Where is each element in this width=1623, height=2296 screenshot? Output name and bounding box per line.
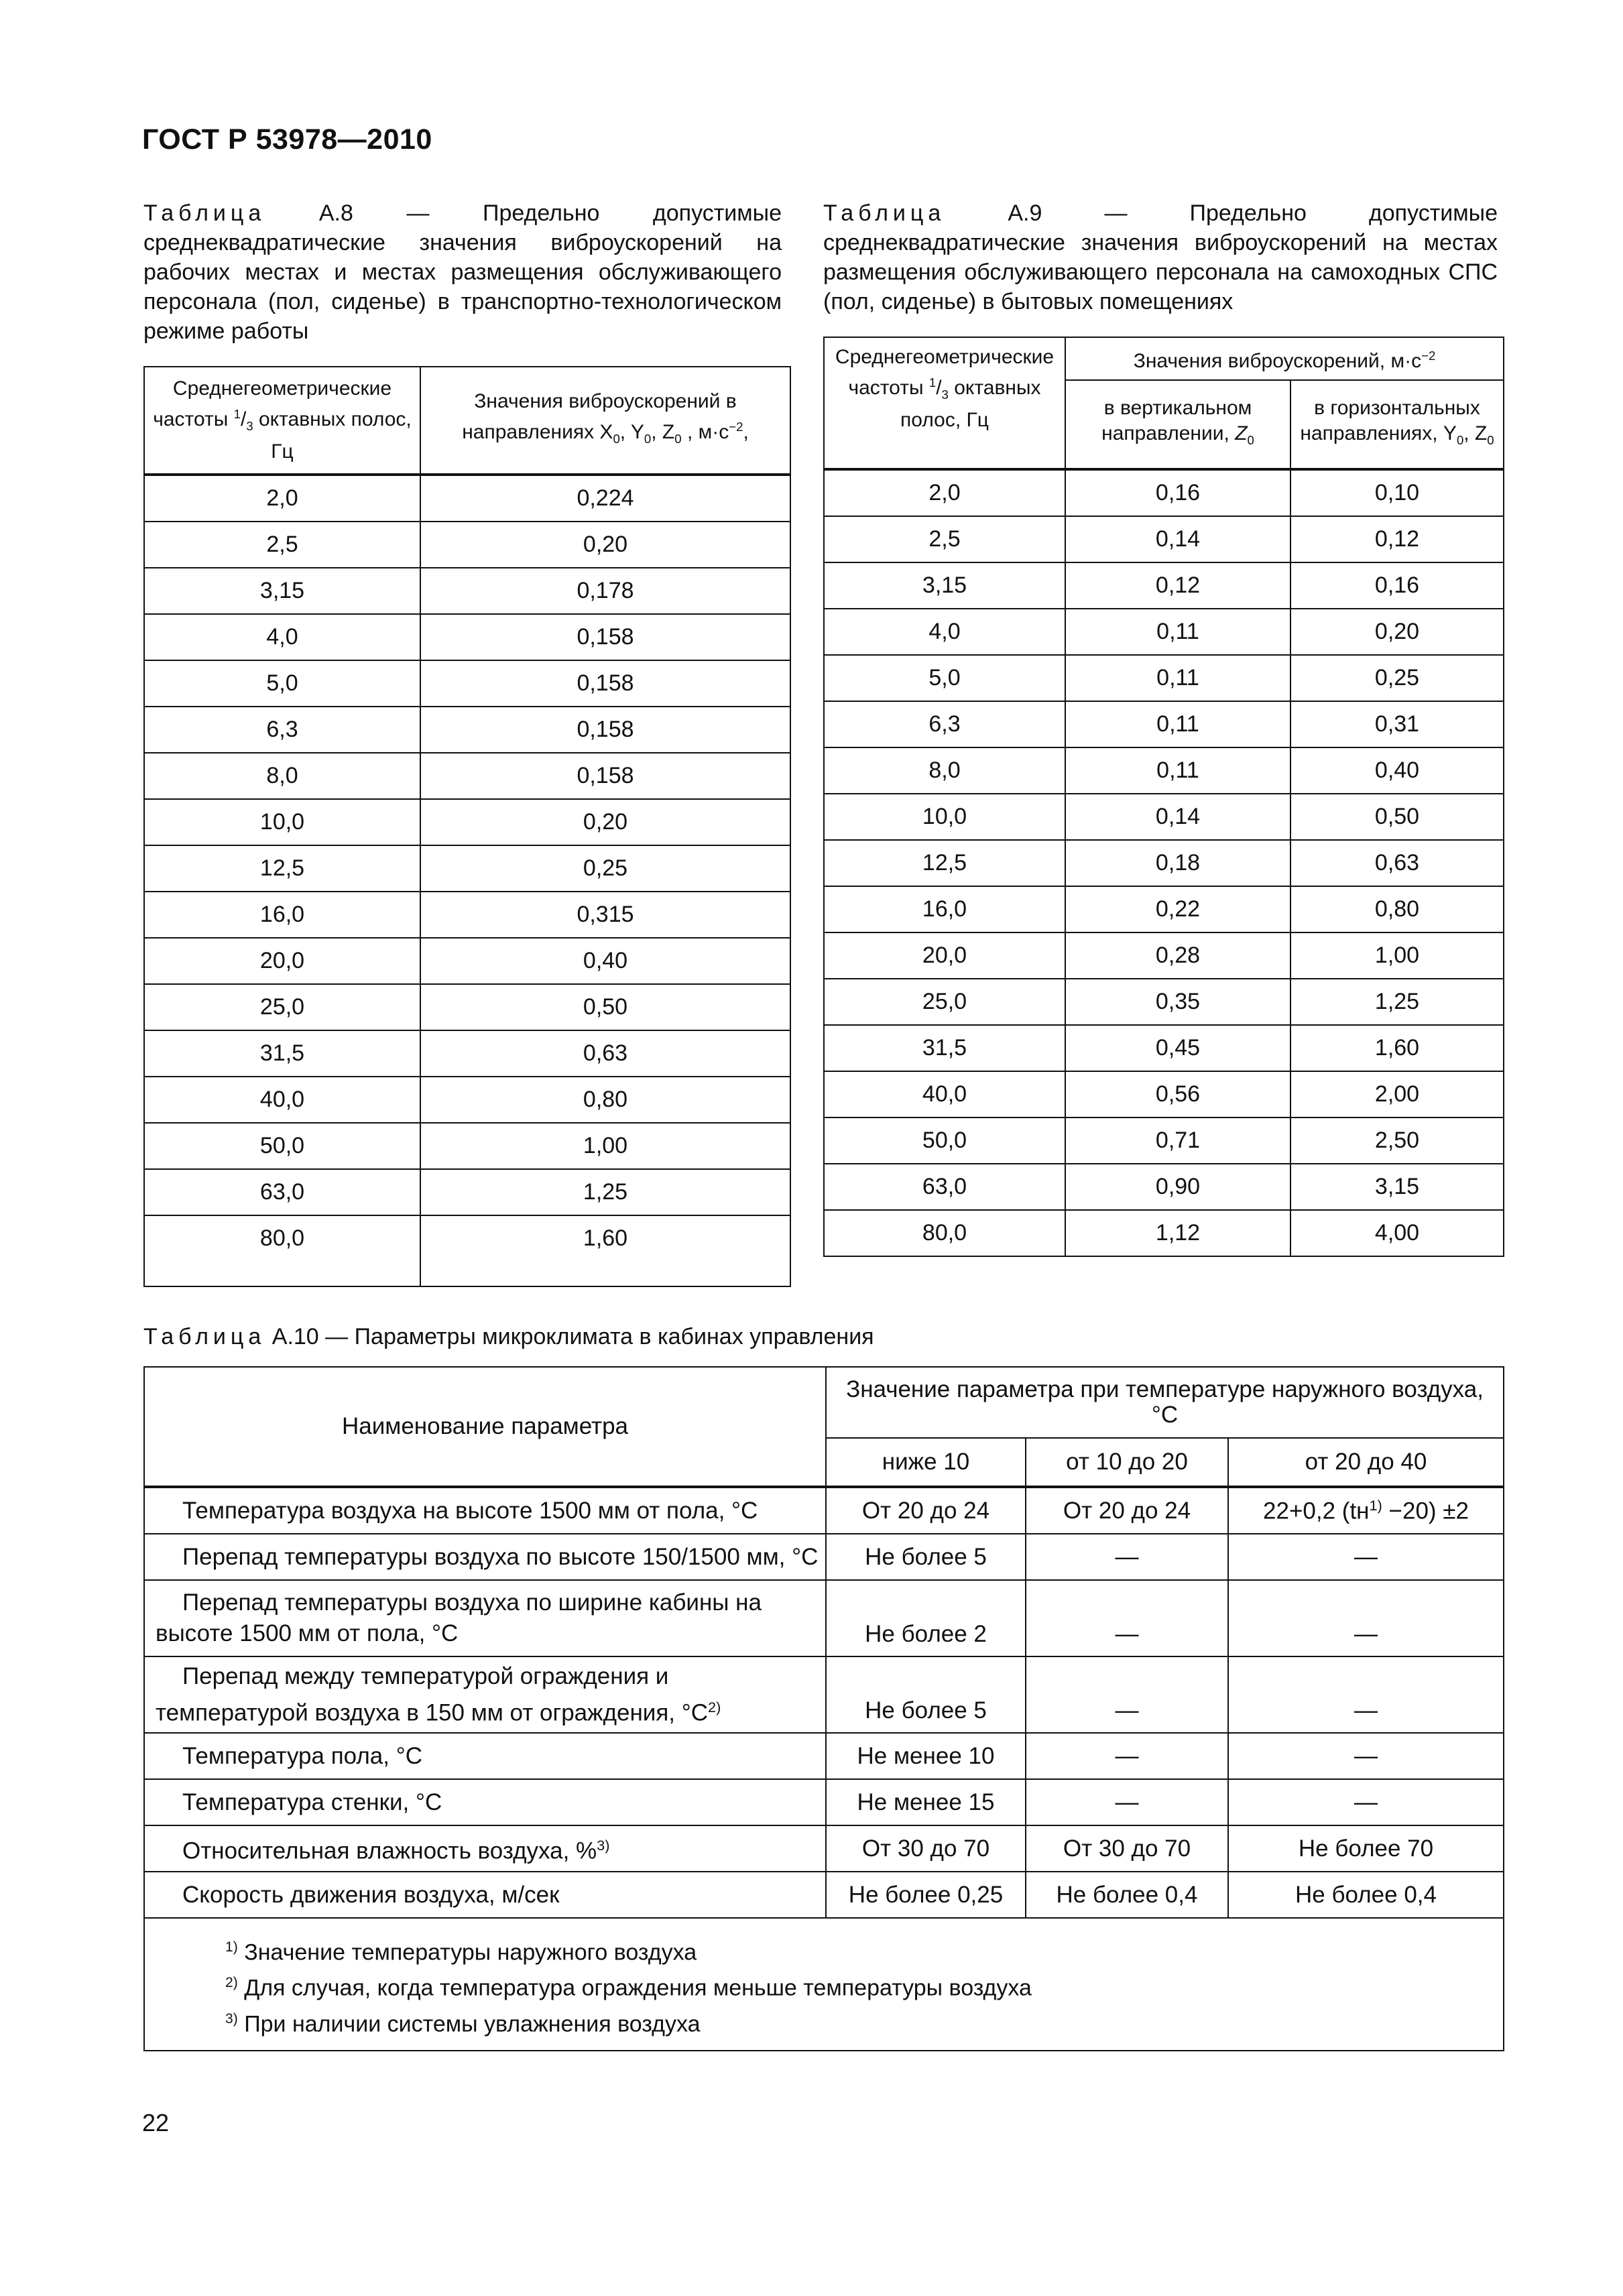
table8-freq-cell: 3,15 <box>144 568 420 614</box>
table9-horizontal-cell: 0,40 <box>1290 747 1504 794</box>
table9-vertical-cell: 0,11 <box>1065 609 1290 655</box>
table8-body <box>144 474 790 1286</box>
table10-param-text: Температура стенки, °С <box>182 1789 442 1815</box>
table-row <box>824 1071 1504 1117</box>
table-row <box>144 1733 1504 1779</box>
table-row <box>824 1164 1504 1210</box>
table-row <box>824 932 1504 979</box>
table10-value-cell: — <box>1026 1733 1228 1779</box>
table-row <box>144 1169 790 1215</box>
table9-vertical-cell: 0,11 <box>1065 701 1290 747</box>
table9-caption-label: Таблица <box>823 200 946 226</box>
table9-freq-cell: 16,0 <box>824 886 1065 932</box>
table9-horizontal-cell: 4,00 <box>1290 1210 1504 1256</box>
table-row <box>824 1210 1504 1256</box>
table8-value-cell: 0,20 <box>420 799 790 845</box>
table-row <box>144 1779 1504 1825</box>
table8-caption-label: Таблица <box>143 200 266 226</box>
table10-value-cell: 22+0,2 $(tн^{1)} -20) \pm 2$ <box>1228 1488 1504 1534</box>
table-row <box>144 799 790 845</box>
table10-param-name <box>144 1825 826 1872</box>
table-row <box>824 1025 1504 1071</box>
table8-value-cell: 0,25 <box>420 845 790 892</box>
table10-footnotes <box>144 1918 1504 2051</box>
table9-vertical-cell: 0,12 <box>1065 562 1290 609</box>
table9-col-freq-header: Среднегеометрические частоты $^1/_3$ октавных полос, Гц <box>824 337 1065 469</box>
table8-freq-cell: 63,0 <box>144 1169 420 1215</box>
table9-group-header: Значения виброускорений, $м\cdot с^{-2}$ <box>1065 337 1504 380</box>
table8-caption-text: А.8 — Предельно допустимые среднеквадратические значения виброускорений на рабочих местах и местах размещения обслуживающего персонала (пол, сиденье) в транспортно-технологическом режиме работы <box>143 200 782 344</box>
table8-value-cell: 0,50 <box>420 984 790 1030</box>
table9-vertical-cell: 1,12 <box>1065 1210 1290 1256</box>
table-row <box>824 747 1504 794</box>
table9-horizontal-cell: 1,00 <box>1290 932 1504 979</box>
table9-horizontal-cell: 0,20 <box>1290 609 1504 655</box>
table8-freq-cell: 2,0 <box>144 475 420 522</box>
table9 <box>823 337 1504 1257</box>
table8-freq-cell: 40,0 <box>144 1077 420 1123</box>
table10-subheader-20-40: от 20 до 40 <box>1228 1438 1504 1486</box>
table-row <box>144 1488 1504 1534</box>
table10-param-name <box>144 1488 826 1534</box>
table9-vertical-cell: 0,18 <box>1065 840 1290 886</box>
table9-freq-cell: 3,15 <box>824 562 1065 609</box>
table-row <box>144 1534 1504 1580</box>
table8-value-cell: 1,25 <box>420 1169 790 1215</box>
table9-freq-cell: 12,5 <box>824 840 1065 886</box>
table8-value-cell: 0,80 <box>420 1077 790 1123</box>
table10-value-cell: — <box>1228 1656 1504 1733</box>
table10-param-name <box>144 1872 826 1918</box>
table-row <box>824 794 1504 840</box>
table-row <box>144 1872 1504 1918</box>
table10-param-text: Относительная влажность воздуха, %$^{3)}$ <box>182 1837 610 1864</box>
page-number: 22 <box>142 2109 170 2136</box>
table10-value-cell: Не более 70 <box>1228 1825 1504 1872</box>
table8-value-cell: 0,40 <box>420 938 790 984</box>
table-row <box>144 1825 1504 1872</box>
table10-param-name <box>144 1733 826 1779</box>
table-row <box>144 707 790 753</box>
table10-value-cell: От 30 до 70 <box>1026 1825 1228 1872</box>
table9-horizontal-cell: 2,00 <box>1290 1071 1504 1117</box>
table-row <box>144 614 790 660</box>
table10-param-name <box>144 1580 826 1656</box>
footnote-mark: 3) <box>225 2010 238 2027</box>
table9-vertical-cell: 0,90 <box>1065 1164 1290 1210</box>
table10-value-cell: Не более 5 <box>826 1534 1026 1580</box>
table8 <box>143 366 791 1287</box>
table10-value-cell: — <box>1228 1580 1504 1656</box>
table9-vertical-cell: 0,14 <box>1065 516 1290 562</box>
table-row <box>144 938 790 984</box>
table9-freq-cell: 4,0 <box>824 609 1065 655</box>
table-row <box>144 984 790 1030</box>
table9-vertical-cell: 0,16 <box>1065 470 1290 516</box>
table9-vertical-cell: 0,35 <box>1065 979 1290 1025</box>
table10-value-cell: От 20 до 24 <box>1026 1488 1228 1534</box>
table8-freq-cell: 12,5 <box>144 845 420 892</box>
table10-value-cell: От 30 до 70 <box>826 1825 1026 1872</box>
table10-value-cell: — <box>1026 1656 1228 1733</box>
table8-value-cell: 1,00 <box>420 1123 790 1169</box>
table10-value-cell: — <box>1026 1779 1228 1825</box>
table8-value-cell: 1,60 <box>420 1215 790 1286</box>
table9-vertical-cell: 0,22 <box>1065 886 1290 932</box>
table8-freq-cell: 10,0 <box>144 799 420 845</box>
table10-caption <box>143 1322 1484 1351</box>
table-row <box>824 979 1504 1025</box>
table10-value-cell: — <box>1026 1580 1228 1656</box>
table8-freq-cell: 25,0 <box>144 984 420 1030</box>
table-row <box>144 1030 790 1077</box>
footnote-item: $^{1)}$ Значение температуры наружного воздуха <box>225 1939 697 1966</box>
table9-horizontal-cell: 0,63 <box>1290 840 1504 886</box>
table-row <box>144 1215 790 1286</box>
table-row <box>144 660 790 707</box>
table9-freq-cell: 20,0 <box>824 932 1065 979</box>
table-row <box>144 522 790 568</box>
table8-freq-cell: 50,0 <box>144 1123 420 1169</box>
table10-value-cell: Не менее 15 <box>826 1779 1026 1825</box>
table8-value-cell: 0,315 <box>420 892 790 938</box>
table-row <box>144 1656 1504 1733</box>
table9-freq-cell: 25,0 <box>824 979 1065 1025</box>
table9-body <box>824 469 1504 1256</box>
table9-horizontal-cell: 0,25 <box>1290 655 1504 701</box>
table10-value-cell: — <box>1026 1534 1228 1580</box>
table8-freq-cell: 8,0 <box>144 753 420 799</box>
table-row <box>144 475 790 522</box>
table9-freq-cell: 2,5 <box>824 516 1065 562</box>
table9-horizontal-cell: 3,15 <box>1290 1164 1504 1210</box>
table9-freq-cell: 2,0 <box>824 470 1065 516</box>
table10-value-cell: Не более 0,25 <box>826 1872 1026 1918</box>
table-row <box>824 840 1504 886</box>
table9-horizontal-cell: 0,10 <box>1290 470 1504 516</box>
table8-freq-cell: 20,0 <box>144 938 420 984</box>
table8-value-cell: 0,178 <box>420 568 790 614</box>
table9-horizontal-cell: 1,60 <box>1290 1025 1504 1071</box>
table8-freq-cell: 4,0 <box>144 614 420 660</box>
table10-subheader-10-20: от 10 до 20 <box>1026 1438 1228 1486</box>
table10-value-cell: От 20 до 24 <box>826 1488 1026 1534</box>
table10-subheader-below-10: ниже 10 <box>826 1438 1026 1486</box>
table8-col-value-header: Значения виброускорений в направлениях $X_0$, $Y_0$, $Z_0$ , $м\cdot с^{-2}$, <box>420 367 790 474</box>
table8-value-cell: 0,63 <box>420 1030 790 1077</box>
table10-value-cell: — <box>1228 1779 1504 1825</box>
table-row <box>824 609 1504 655</box>
table8-col-freq-header: Среднегеометрические частоты $^1/_3$ октавных полос, Гц <box>144 367 420 474</box>
table9-freq-cell: 80,0 <box>824 1210 1065 1256</box>
table-row <box>144 1077 790 1123</box>
table9-horizontal-cell: 0,12 <box>1290 516 1504 562</box>
table-row <box>144 845 790 892</box>
table8-value-cell: 0,224 <box>420 475 790 522</box>
table9-vertical-cell: 0,45 <box>1065 1025 1290 1071</box>
table10-caption-text: А.10 — Параметры микроклимата в кабинах управления <box>272 1324 874 1349</box>
table8-freq-cell: 80,0 <box>144 1215 420 1286</box>
table10-param-text: Температура пола, °С <box>182 1742 422 1769</box>
table10-value-cell: Не более 2 <box>826 1580 1026 1656</box>
document-header: ГОСТ Р 53978—2010 <box>142 123 432 156</box>
table-row <box>144 1123 790 1169</box>
table10-body <box>144 1486 1504 1918</box>
table9-freq-cell: 5,0 <box>824 655 1065 701</box>
table-row <box>144 568 790 614</box>
table9-vertical-cell: 0,14 <box>1065 794 1290 840</box>
table10-param-text: Скорость движения воздуха, м/сек <box>182 1881 560 1908</box>
table-row <box>824 886 1504 932</box>
table9-freq-cell: 31,5 <box>824 1025 1065 1071</box>
table8-freq-cell: 31,5 <box>144 1030 420 1077</box>
table8-value-cell: 0,158 <box>420 660 790 707</box>
table10-param-name <box>144 1779 826 1825</box>
table8-value-cell: 0,20 <box>420 522 790 568</box>
table10 <box>143 1366 1504 2051</box>
table-row <box>144 892 790 938</box>
table10-col-name-header: Наименование параметра <box>144 1367 826 1486</box>
table8-caption <box>143 198 782 346</box>
table10-value-cell: — <box>1228 1733 1504 1779</box>
table-row <box>824 562 1504 609</box>
table8-freq-cell: 5,0 <box>144 660 420 707</box>
table10-param-name <box>144 1656 826 1733</box>
table9-col-horizontal-header: в горизонтальных направлениях, $Y_0$, $Z_0$ <box>1290 380 1504 469</box>
footnote-mark: 2) <box>225 1975 238 1991</box>
table8-value-cell: 0,158 <box>420 707 790 753</box>
table10-caption-label: Таблица <box>143 1324 266 1349</box>
table9-freq-cell: 6,3 <box>824 701 1065 747</box>
table8-value-cell: 0,158 <box>420 753 790 799</box>
table-row <box>824 655 1504 701</box>
table-row <box>144 753 790 799</box>
table9-freq-cell: 10,0 <box>824 794 1065 840</box>
table10-value-cell: Не более 0,4 <box>1228 1872 1504 1918</box>
table9-col-vertical-header: в вертикальном направлении, $Z_0$ <box>1065 380 1290 469</box>
table9-freq-cell: 40,0 <box>824 1071 1065 1117</box>
table9-caption-text: А.9 — Предельно допустимые среднеквадратические значения виброускорений на местах размещения обслуживающего персонала на самоходных СПС (пол, сиденье) в бытовых помещениях <box>823 200 1498 314</box>
table9-vertical-cell: 0,11 <box>1065 655 1290 701</box>
table9-horizontal-cell: 0,50 <box>1290 794 1504 840</box>
table8-freq-cell: 2,5 <box>144 522 420 568</box>
table9-horizontal-cell: 0,80 <box>1290 886 1504 932</box>
footnote-item: $^{3)}$ При наличии системы увлажнения воздуха <box>225 2010 701 2037</box>
table10-param-text: Перепад температуры воздуха по высоте 150/1500 мм, °С <box>182 1543 819 1570</box>
table10-value-cell: Не менее 10 <box>826 1733 1026 1779</box>
table9-vertical-cell: 0,56 <box>1065 1071 1290 1117</box>
table8-value-cell: 0,158 <box>420 614 790 660</box>
table-row <box>824 1117 1504 1164</box>
table-row <box>824 516 1504 562</box>
table9-freq-cell: 63,0 <box>824 1164 1065 1210</box>
footnote-mark: 1) <box>225 1939 238 1955</box>
table9-vertical-cell: 0,71 <box>1065 1117 1290 1164</box>
table9-freq-cell: 8,0 <box>824 747 1065 794</box>
table10-param-text: Перепад температуры воздуха по ширине кабины на высоте 1500 мм от пола, °С <box>156 1589 762 1646</box>
table9-vertical-cell: 0,11 <box>1065 747 1290 794</box>
table9-horizontal-cell: 0,31 <box>1290 701 1504 747</box>
footnote-item: $^{2)}$ Для случая, когда температура ограждения меньше температуры воздуха <box>225 1975 1032 2001</box>
table-row <box>824 701 1504 747</box>
table10-param-name <box>144 1534 826 1580</box>
table8-freq-cell: 16,0 <box>144 892 420 938</box>
table8-freq-cell: 6,3 <box>144 707 420 753</box>
table10-param-text: Температура воздуха на высоте 1500 мм от пола, °С <box>182 1497 758 1524</box>
table10-group-header: Значение параметра при температуре наружного воздуха, °С <box>826 1367 1504 1438</box>
table-row <box>144 1580 1504 1656</box>
table9-freq-cell: 50,0 <box>824 1117 1065 1164</box>
table10-value-cell: — <box>1228 1534 1504 1580</box>
table10-value-cell: Не более 5 <box>826 1656 1026 1733</box>
table10-param-text: Перепад между температурой ограждения и температурой воздуха в 150 мм от ограждения, $^\circ С^{2)}$ <box>156 1663 721 1726</box>
table-row <box>824 470 1504 516</box>
table10-value-cell: Не более 0,4 <box>1026 1872 1228 1918</box>
table9-horizontal-cell: 1,25 <box>1290 979 1504 1025</box>
table9-caption <box>823 198 1498 316</box>
table9-vertical-cell: 0,28 <box>1065 932 1290 979</box>
table9-horizontal-cell: 2,50 <box>1290 1117 1504 1164</box>
table9-horizontal-cell: 0,16 <box>1290 562 1504 609</box>
